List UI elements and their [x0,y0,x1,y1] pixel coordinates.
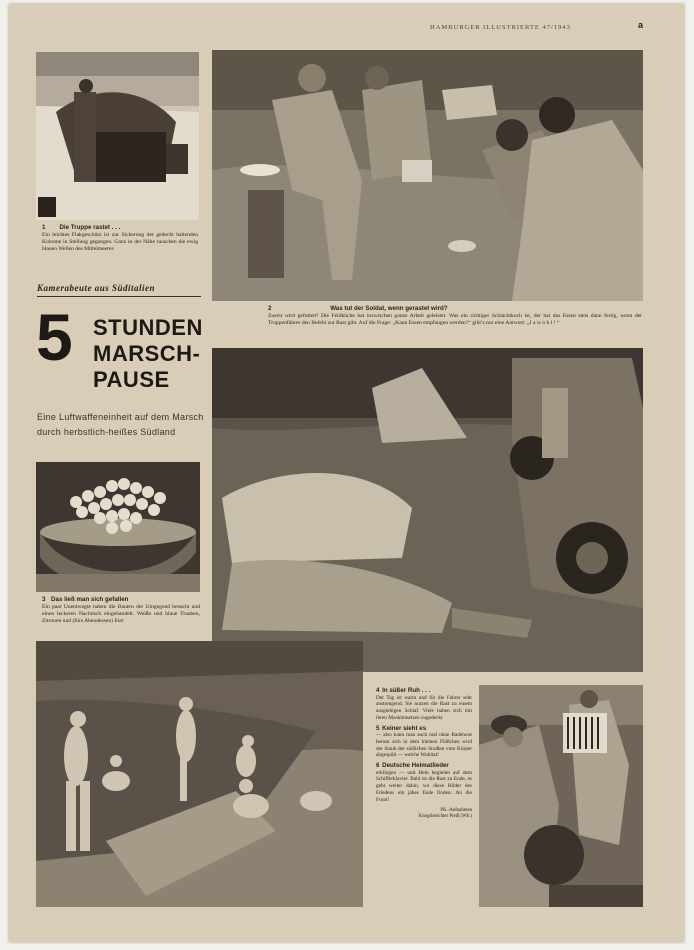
photo-soldiers-eating [212,50,643,301]
photo-accordion-player-image [479,685,643,907]
photo-grapes-image [36,462,200,592]
subtitle-line-2: durch herbstlich-heißes Südland [37,427,176,437]
caption-3-text: Ein paar Unentwegte haben die Bauern der Umgegend besucht und einen leckeren Nachtisch eingehandelt. Weiße und blaue Trauben, Zitronen und (fürs Abendessen) Eier [42,604,200,624]
caption-4 [376,688,472,722]
photo-credit-line-1: PK.-Aufnahmen [440,808,472,814]
caption-1 [42,224,198,253]
caption-1-text: Ein leichtes Flakgeschütz ist zur Sicherung der gedeckt haltenden Kolonne in Stellung gegangen. Ganz in der Nähe rauschen die ewig blauen Wellen des Mittelmeeres [42,232,198,252]
caption-1-number: 1 [42,224,46,231]
subtitle-line-1: Eine Luftwaffeneinheit auf dem Marsch [37,412,204,422]
headline-line-3: PAUSE [93,367,170,392]
magazine-header: HAMBURGER ILLUSTRIERTE 47/1943 [430,24,571,31]
photo-bathing-river-image [36,641,363,907]
photo-beach-flak [36,52,199,220]
caption-6 [376,763,472,803]
kicker-rule [37,296,201,297]
caption-1-title: Die Truppe rastet . . . [59,224,121,231]
caption-5-number: 5 [376,724,380,732]
captions-column [376,688,472,820]
caption-3 [42,596,200,625]
photo-sleeping-soldiers-image [212,348,643,672]
caption-3-number: 3 [42,596,46,603]
caption-6-title: Deutsche Heimatlieder [382,762,449,770]
caption-3-title: Das ließ man sich gefallen [51,596,129,603]
caption-6-number: 6 [376,762,380,770]
caption-4-text: Der Tag ist warm und für die Fahrer sehr anstrengend. Sie nutzen die Rast zu einem ausgiebigen Schlaf. Viele haben sich mit ihren Moskitonetzen zugedeckt [376,694,472,721]
headline-line-1: STUNDEN [93,315,203,340]
photo-sleeping-soldiers [212,348,643,672]
caption-6-text: erklingen — und Hein begleitet auf dem Schifferklavier. Bald ist die Rast zu Ende, es geht weiter dahin, wo diese Bilder des Friedens ein jähes Ende finden: An die Front! [376,769,472,803]
caption-5-text: — also kann man auch mal ohne Badehose herum sich in dem kleinen Flüßchen wird der Staub der südlichen Straßen vom Körper abgespült — welche Wohltat! [376,732,472,759]
caption-2-title: Was tut der Soldat, wenn gerastet wird? [330,305,448,312]
caption-2-text: Zuerst wird gefuttert! Die Feldküche hat inzwischen ganze Arbeit geleistet. Was ein richtiger Schlachtkoch ist, der hat das Essen stets dann fertig, wenn der Truppenführer den Befehl zur Rast gibt. Auf die Frage: „Kann Essen empfangen werden?“ gibt’s nur eine Antwort: „J a w o h l ! “ [268,313,642,326]
photo-soldiers-eating-image [212,50,643,301]
photo-grapes [36,462,200,592]
headline-line-2: MARSCH- [93,341,201,366]
article-kicker: Kamerabeute aus Süditalien [37,283,156,293]
photo-credit [376,808,472,820]
photo-credit-line-2: Kriegsberichter Preiß (Wb.) [418,814,472,820]
caption-5-title: Keiner sieht es [382,724,427,732]
photo-accordion-player [479,685,643,907]
caption-2-number: 2 [268,305,272,312]
caption-5 [376,726,472,760]
photo-bathing-river [36,641,363,907]
caption-2 [268,305,642,327]
page-mark: a [638,20,644,30]
photo-beach-flak-image [36,52,199,220]
caption-4-title: In süßer Ruh . . . [382,687,431,694]
headline-number: 5 [36,300,73,374]
caption-4-number: 4 [376,687,380,694]
